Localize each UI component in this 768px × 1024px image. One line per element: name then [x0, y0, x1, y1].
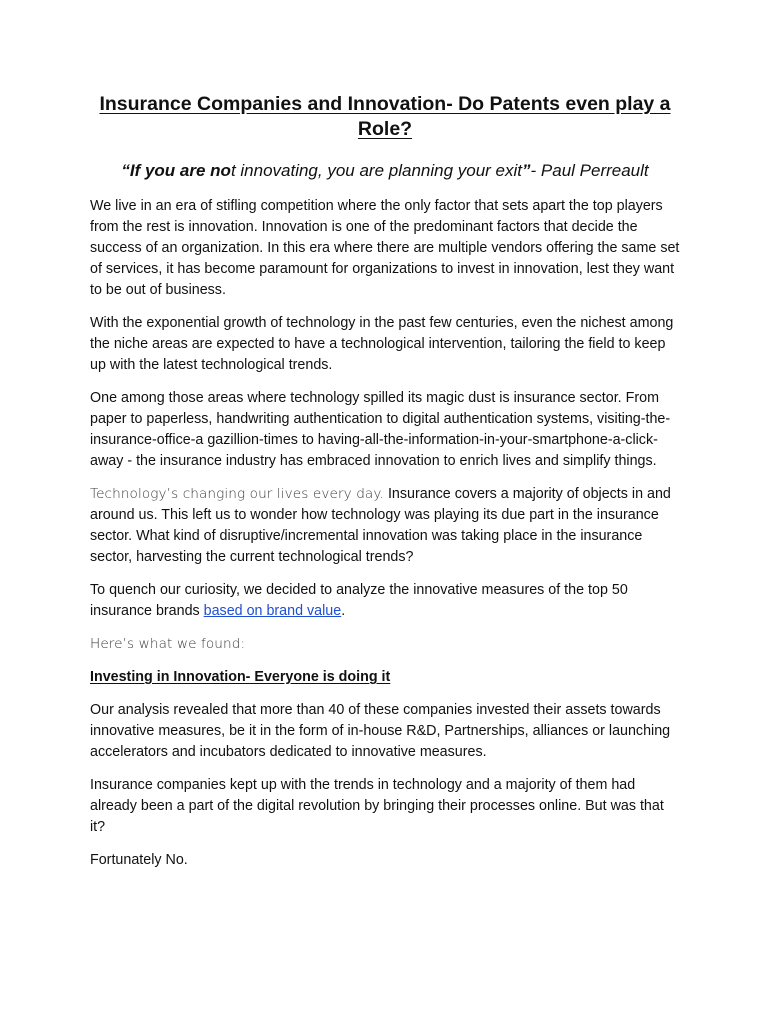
paragraph-changing-lives [90, 484, 682, 568]
paragraph-analysis [90, 580, 682, 622]
epigraph-quote [92, 160, 678, 182]
paragraph-digital-revolution: Insurance companies kept up with the trends in technology and a majority of them had already been a part of the digital revolution by bringing their processes online. But was that it? [90, 777, 664, 835]
section-subheading: Investing in Innovation- Everyone is doing it [90, 669, 391, 685]
document-title: Insurance Companies and Innovation- Do Patents even play a Role? [99, 93, 671, 140]
paragraph-investment: Our analysis revealed that more than 40 of these companies invested their assets towards innovative measures, be it in the form of in-house R&D, Partnerships, alliances or launching accelerators and incubators dedicated to innovative measures. [90, 702, 671, 760]
paragraph-intro: We live in an era of stifling competition where the only factor that sets apart the top players from the rest is innovation. Innovation is one of the predominant factors that decide the success of an organization. In this era where there are multiple vendors offering the same set of services, it has become paramount for organizations to invest in innovation, lest they want to be out of business. [90, 198, 680, 298]
paragraph-lead-sentence: Technology’s changing our lives every day. [90, 486, 384, 502]
paragraph-conclusion: Fortunately No. [90, 852, 188, 868]
paragraph-insurance-sector: One among those areas where technology spilled its magic dust is insurance sector. From paper to paperless, handwriting authentication to digital authentication systems, visiting-the-insurance-office-a gazillion-times to having-all-the-information-in-your-smartphone-a-click-away - the insurance industry has embraced innovation to enrich lives and simplify things. [90, 390, 671, 469]
quote-open-mark: “ [121, 161, 130, 180]
paragraph-analysis-text: To quench our curiosity, we decided to analyze the innovative measures of the top 50 insurance brands [90, 582, 628, 619]
paragraph-rest: Insurance covers a majority of objects in and around us. This left us to wonder how technology was playing its due part in the insurance sector. What kind of disruptive/incremental innovation was taking place in the insurance sector, harvesting the current technological trends? [90, 486, 671, 565]
document-body [90, 196, 682, 883]
paragraph-findings-lead: Here’s what we found: [90, 636, 246, 652]
quote-bold-part: If you are no [129, 161, 231, 180]
quote-attribution: - Paul Perreault [530, 161, 649, 180]
quote-rest: t innovating, you are planning your exit [230, 161, 523, 180]
brand-value-link[interactable]: based on brand value [203, 603, 342, 619]
paragraph-technology-growth: With the exponential growth of technology in the past few centuries, even the nichest among the niche areas are expected to have a technological intervention, tailoring the field to keep up with the latest technological trends. [90, 315, 674, 373]
paragraph-analysis-end: . [341, 603, 346, 619]
quote-close-mark: ” [522, 161, 531, 180]
